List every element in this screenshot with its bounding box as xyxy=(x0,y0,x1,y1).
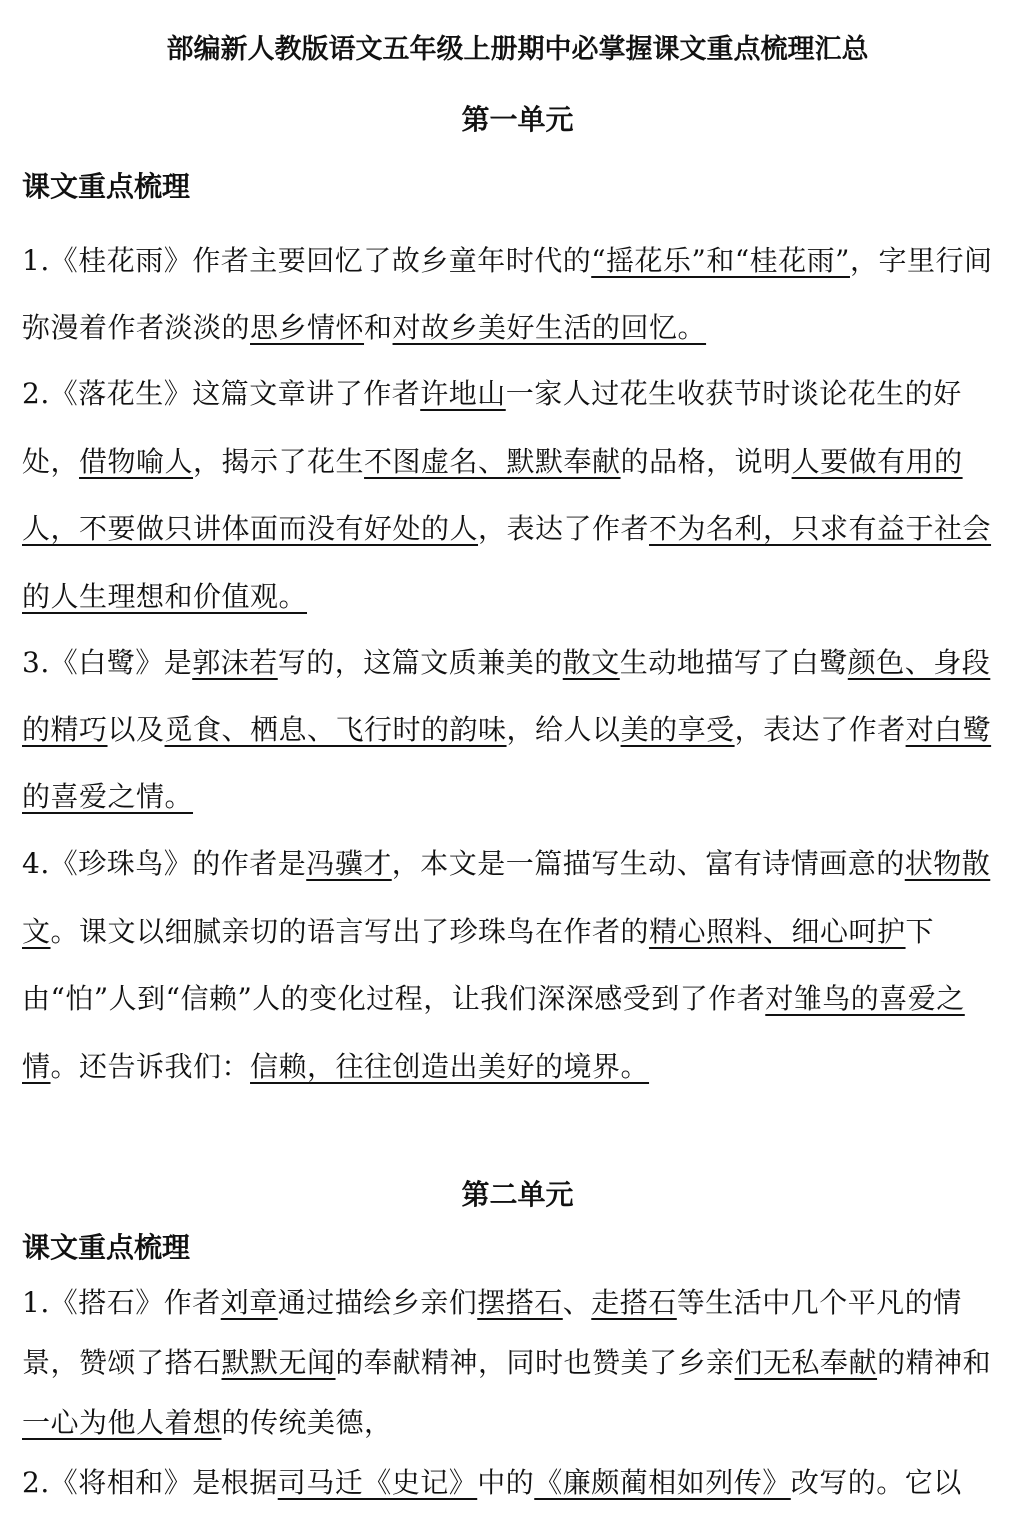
key-point-text: 对白鹭的喜爱之情。 xyxy=(22,713,992,813)
body-text: 3.《白鹭》是 xyxy=(22,646,193,679)
unit2-heading: 课文重点梳理 xyxy=(22,1231,191,1264)
key-point-text: 对故乡美好生活的回忆。 xyxy=(392,311,707,344)
body-text: 1.《桂花雨》作者主要回忆了故乡童年时代的 xyxy=(22,244,592,277)
body-text: 4.《珍珠鸟》的作者是 xyxy=(22,847,307,880)
unit1-heading: 课文重点梳理 xyxy=(22,170,191,203)
unit1-item-3 xyxy=(22,629,1017,830)
body-text: 的奉献精神，同时也赞美了乡亲 xyxy=(335,1346,735,1379)
key-point-text: 状物散文 xyxy=(22,847,991,948)
body-text: 。还告诉我们： xyxy=(50,1049,251,1083)
body-text: ，表达了作者 xyxy=(734,713,906,746)
body-text: 改写的。它以 xyxy=(790,1466,962,1499)
key-point-text: 许地山 xyxy=(420,377,506,410)
body-text: 。课文以细腻亲切的语言写出了珍珠鸟在作者的 xyxy=(50,914,650,948)
key-point-text: 刘章 xyxy=(220,1286,278,1319)
key-point-text: 信赖，往往创造出美好的境界。 xyxy=(250,1049,650,1083)
key-point-text: 默默无闻 xyxy=(221,1346,336,1379)
key-point-text: 觅食、栖息、飞行时的韵味 xyxy=(164,713,507,746)
body-text: 下由“怕”人到“信赖”人的变化过程，让我们深深感受到了作者 xyxy=(22,914,935,1015)
body-text: 和 xyxy=(364,311,393,344)
key-point-text: 人要做有用的人，不要做只讲体面而没有好处的人 xyxy=(22,444,963,545)
body-text: 一家人过花生收获节时谈论花生的好处， xyxy=(22,377,962,478)
body-text: ，本文是一篇描写生动、富有诗情画意的 xyxy=(391,847,905,880)
body-text: 生动地描写了白鹭 xyxy=(619,646,848,679)
body-text: 1.《搭石》作者 xyxy=(22,1286,221,1319)
body-text: 2.《落花生》这篇文章讲了作者 xyxy=(22,377,421,410)
key-point-text: 对雏鸟的喜爱之情 xyxy=(22,982,965,1083)
key-point-text: “摇花乐”和“桂花雨” xyxy=(591,244,850,277)
key-point-text: 《廉颇蔺相如列传》 xyxy=(534,1466,791,1499)
unit2-title: 第二单元 xyxy=(461,1178,574,1211)
body-text: 的传统美德， xyxy=(221,1406,393,1439)
body-text: 、 xyxy=(562,1286,592,1319)
unit1-item-2 xyxy=(22,360,1017,630)
body-text: ，表达了作者 xyxy=(478,512,650,545)
body-text: 写的，这篇文质兼美的 xyxy=(277,646,563,679)
body-text: 的精神和 xyxy=(877,1346,992,1379)
unit1-item-4 xyxy=(22,830,1017,1100)
key-point-text: 散文 xyxy=(562,646,620,679)
key-point-text: 借物喻人 xyxy=(79,444,194,478)
key-point-text: 颜色、身段的精巧 xyxy=(22,646,991,746)
body-text: ，揭示了花生 xyxy=(193,444,365,478)
unit1-item-1 xyxy=(22,227,1017,361)
body-text: ，字里行间弥漫着作者淡淡的 xyxy=(22,244,993,344)
document-title: 部编新人教版语文五年级上册期中必掌握课文重点梳理汇总 xyxy=(166,34,869,65)
unit1-title: 第一单元 xyxy=(461,103,574,136)
body-text: 等生活中几个平凡的情景，赞颂了搭石 xyxy=(22,1286,962,1379)
body-text: ，给人以 xyxy=(506,713,621,746)
body-text: 以及 xyxy=(107,713,165,746)
key-point-text: 们无私奉献 xyxy=(734,1346,878,1379)
key-point-text: 不为名利，只求有益于社会的人生理想和价值观。 xyxy=(22,512,992,613)
key-point-text: 司马迁《史记》 xyxy=(277,1466,478,1499)
body-text: 的品格，说明 xyxy=(620,444,792,478)
key-point-text: 摆搭石 xyxy=(477,1286,563,1319)
key-point-text: 美的享受 xyxy=(620,713,735,746)
key-point-text: 一心为他人着想 xyxy=(22,1406,222,1439)
key-point-text: 走搭石 xyxy=(591,1286,677,1319)
key-point-text: 思乡情怀 xyxy=(250,311,365,344)
key-point-text: 不图虚名、默默奉献 xyxy=(364,444,621,478)
unit2-item-1 xyxy=(22,1273,1017,1453)
body-text: 2.《将相和》是根据 xyxy=(22,1466,278,1499)
key-point-text: 精心照料、细心呵护 xyxy=(649,914,906,948)
body-text: 中的 xyxy=(477,1466,535,1499)
key-point-text: 郭沫若 xyxy=(192,646,278,679)
unit2-item-2 xyxy=(22,1453,1017,1513)
body-text: 通过描绘乡亲们 xyxy=(277,1286,478,1319)
key-point-text: 冯骥才 xyxy=(306,847,392,880)
